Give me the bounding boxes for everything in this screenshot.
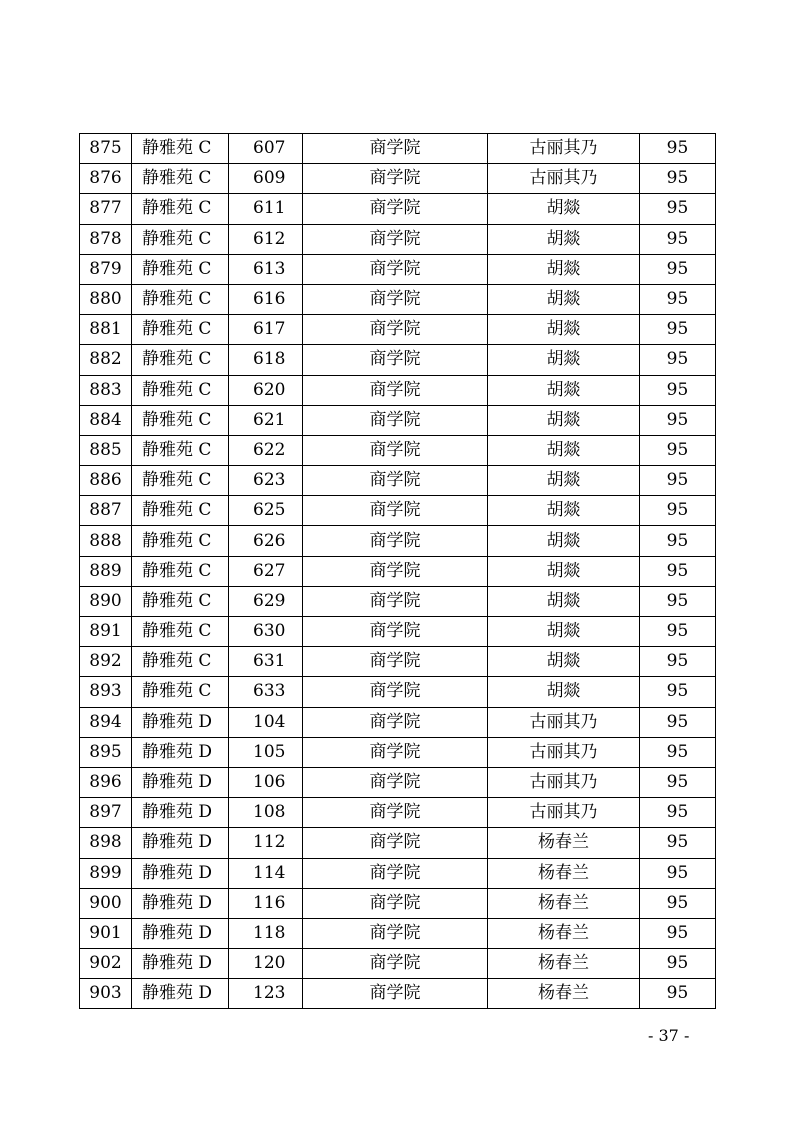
building-cell: 静雅苑 C <box>132 647 229 677</box>
counselor-cell: 胡燚 <box>488 375 640 405</box>
college-cell: 商学院 <box>303 617 488 647</box>
row-index-cell: 899 <box>80 858 132 888</box>
table-row <box>80 918 716 948</box>
room-number-cell: 114 <box>229 858 303 888</box>
college-cell: 商学院 <box>303 767 488 797</box>
room-number-cell: 633 <box>229 677 303 707</box>
score-cell: 95 <box>640 707 716 737</box>
table-row <box>80 707 716 737</box>
college-cell: 商学院 <box>303 194 488 224</box>
score-cell: 95 <box>640 284 716 314</box>
score-cell: 95 <box>640 979 716 1009</box>
college-cell: 商学院 <box>303 888 488 918</box>
table-row <box>80 315 716 345</box>
row-index-cell: 887 <box>80 496 132 526</box>
building-cell: 静雅苑 C <box>132 526 229 556</box>
room-number-cell: 618 <box>229 345 303 375</box>
college-cell: 商学院 <box>303 526 488 556</box>
score-cell: 95 <box>640 737 716 767</box>
counselor-cell: 杨春兰 <box>488 828 640 858</box>
room-number-cell: 620 <box>229 375 303 405</box>
score-cell: 95 <box>640 858 716 888</box>
room-number-cell: 611 <box>229 194 303 224</box>
room-number-cell: 625 <box>229 496 303 526</box>
score-cell: 95 <box>640 617 716 647</box>
score-cell: 95 <box>640 254 716 284</box>
college-cell: 商学院 <box>303 405 488 435</box>
row-index-cell: 897 <box>80 798 132 828</box>
counselor-cell: 胡燚 <box>488 315 640 345</box>
row-index-cell: 893 <box>80 677 132 707</box>
table-row <box>80 254 716 284</box>
table-row <box>80 888 716 918</box>
room-number-cell: 609 <box>229 164 303 194</box>
table-row <box>80 375 716 405</box>
table-row <box>80 224 716 254</box>
room-number-cell: 631 <box>229 647 303 677</box>
row-index-cell: 882 <box>80 345 132 375</box>
building-cell: 静雅苑 C <box>132 284 229 314</box>
row-index-cell: 883 <box>80 375 132 405</box>
table-row <box>80 405 716 435</box>
table-row <box>80 647 716 677</box>
row-index-cell: 877 <box>80 194 132 224</box>
counselor-cell: 胡燚 <box>488 194 640 224</box>
room-number-cell: 617 <box>229 315 303 345</box>
room-number-cell: 630 <box>229 617 303 647</box>
building-cell: 静雅苑 C <box>132 617 229 647</box>
building-cell: 静雅苑 D <box>132 737 229 767</box>
building-cell: 静雅苑 C <box>132 677 229 707</box>
row-index-cell: 890 <box>80 586 132 616</box>
table-row <box>80 164 716 194</box>
row-index-cell: 884 <box>80 405 132 435</box>
counselor-cell: 古丽其乃 <box>488 737 640 767</box>
table-row <box>80 677 716 707</box>
counselor-cell: 古丽其乃 <box>488 134 640 164</box>
score-cell: 95 <box>640 164 716 194</box>
score-cell: 95 <box>640 134 716 164</box>
row-index-cell: 892 <box>80 647 132 677</box>
row-index-cell: 894 <box>80 707 132 737</box>
score-cell: 95 <box>640 828 716 858</box>
counselor-cell: 杨春兰 <box>488 858 640 888</box>
table-row <box>80 496 716 526</box>
score-cell: 95 <box>640 345 716 375</box>
row-index-cell: 895 <box>80 737 132 767</box>
room-number-cell: 104 <box>229 707 303 737</box>
row-index-cell: 896 <box>80 767 132 797</box>
building-cell: 静雅苑 D <box>132 888 229 918</box>
college-cell: 商学院 <box>303 284 488 314</box>
score-cell: 95 <box>640 375 716 405</box>
row-index-cell: 875 <box>80 134 132 164</box>
table-row <box>80 617 716 647</box>
row-index-cell: 900 <box>80 888 132 918</box>
counselor-cell: 胡燚 <box>488 647 640 677</box>
score-cell: 95 <box>640 556 716 586</box>
building-cell: 静雅苑 C <box>132 556 229 586</box>
building-cell: 静雅苑 C <box>132 496 229 526</box>
table-row <box>80 134 716 164</box>
row-index-cell: 888 <box>80 526 132 556</box>
dormitory-score-table <box>79 133 716 1009</box>
building-cell: 静雅苑 D <box>132 918 229 948</box>
building-cell: 静雅苑 C <box>132 405 229 435</box>
counselor-cell: 杨春兰 <box>488 888 640 918</box>
score-cell: 95 <box>640 647 716 677</box>
college-cell: 商学院 <box>303 798 488 828</box>
building-cell: 静雅苑 C <box>132 315 229 345</box>
counselor-cell: 胡燚 <box>488 677 640 707</box>
college-cell: 商学院 <box>303 345 488 375</box>
row-index-cell: 878 <box>80 224 132 254</box>
room-number-cell: 108 <box>229 798 303 828</box>
counselor-cell: 胡燚 <box>488 586 640 616</box>
row-index-cell: 891 <box>80 617 132 647</box>
room-number-cell: 629 <box>229 586 303 616</box>
counselor-cell: 胡燚 <box>488 496 640 526</box>
room-number-cell: 612 <box>229 224 303 254</box>
counselor-cell: 古丽其乃 <box>488 798 640 828</box>
room-number-cell: 622 <box>229 435 303 465</box>
counselor-cell: 胡燚 <box>488 526 640 556</box>
college-cell: 商学院 <box>303 828 488 858</box>
college-cell: 商学院 <box>303 315 488 345</box>
room-number-cell: 112 <box>229 828 303 858</box>
table-row <box>80 526 716 556</box>
row-index-cell: 879 <box>80 254 132 284</box>
table-row <box>80 284 716 314</box>
room-number-cell: 623 <box>229 466 303 496</box>
score-cell: 95 <box>640 586 716 616</box>
counselor-cell: 古丽其乃 <box>488 767 640 797</box>
room-number-cell: 123 <box>229 979 303 1009</box>
counselor-cell: 杨春兰 <box>488 949 640 979</box>
room-number-cell: 118 <box>229 918 303 948</box>
building-cell: 静雅苑 D <box>132 767 229 797</box>
counselor-cell: 胡燚 <box>488 435 640 465</box>
building-cell: 静雅苑 D <box>132 707 229 737</box>
college-cell: 商学院 <box>303 164 488 194</box>
table-row <box>80 435 716 465</box>
building-cell: 静雅苑 C <box>132 435 229 465</box>
counselor-cell: 胡燚 <box>488 405 640 435</box>
score-cell: 95 <box>640 496 716 526</box>
college-cell: 商学院 <box>303 737 488 767</box>
building-cell: 静雅苑 C <box>132 345 229 375</box>
room-number-cell: 105 <box>229 737 303 767</box>
building-cell: 静雅苑 C <box>132 254 229 284</box>
building-cell: 静雅苑 C <box>132 194 229 224</box>
counselor-cell: 胡燚 <box>488 284 640 314</box>
score-cell: 95 <box>640 315 716 345</box>
row-index-cell: 886 <box>80 466 132 496</box>
table-row <box>80 556 716 586</box>
room-number-cell: 607 <box>229 134 303 164</box>
room-number-cell: 613 <box>229 254 303 284</box>
score-cell: 95 <box>640 526 716 556</box>
score-cell: 95 <box>640 888 716 918</box>
table-row <box>80 194 716 224</box>
room-number-cell: 120 <box>229 949 303 979</box>
row-index-cell: 889 <box>80 556 132 586</box>
college-cell: 商学院 <box>303 375 488 405</box>
row-index-cell: 881 <box>80 315 132 345</box>
room-number-cell: 116 <box>229 888 303 918</box>
building-cell: 静雅苑 D <box>132 828 229 858</box>
score-cell: 95 <box>640 405 716 435</box>
row-index-cell: 903 <box>80 979 132 1009</box>
room-number-cell: 106 <box>229 767 303 797</box>
table-row <box>80 798 716 828</box>
college-cell: 商学院 <box>303 707 488 737</box>
table-row <box>80 586 716 616</box>
counselor-cell: 胡燚 <box>488 254 640 284</box>
page-number: - 37 - <box>648 1026 690 1045</box>
counselor-cell: 胡燚 <box>488 556 640 586</box>
counselor-cell: 胡燚 <box>488 617 640 647</box>
table-row <box>80 767 716 797</box>
building-cell: 静雅苑 C <box>132 134 229 164</box>
building-cell: 静雅苑 C <box>132 375 229 405</box>
building-cell: 静雅苑 C <box>132 466 229 496</box>
college-cell: 商学院 <box>303 556 488 586</box>
building-cell: 静雅苑 D <box>132 798 229 828</box>
building-cell: 静雅苑 C <box>132 586 229 616</box>
college-cell: 商学院 <box>303 466 488 496</box>
college-cell: 商学院 <box>303 918 488 948</box>
table-row <box>80 737 716 767</box>
room-number-cell: 616 <box>229 284 303 314</box>
score-cell: 95 <box>640 918 716 948</box>
row-index-cell: 901 <box>80 918 132 948</box>
college-cell: 商学院 <box>303 858 488 888</box>
counselor-cell: 杨春兰 <box>488 918 640 948</box>
row-index-cell: 876 <box>80 164 132 194</box>
college-cell: 商学院 <box>303 134 488 164</box>
college-cell: 商学院 <box>303 254 488 284</box>
counselor-cell: 胡燚 <box>488 345 640 375</box>
counselor-cell: 古丽其乃 <box>488 707 640 737</box>
score-cell: 95 <box>640 466 716 496</box>
counselor-cell: 古丽其乃 <box>488 164 640 194</box>
college-cell: 商学院 <box>303 435 488 465</box>
table-row <box>80 828 716 858</box>
score-cell: 95 <box>640 677 716 707</box>
score-cell: 95 <box>640 194 716 224</box>
score-cell: 95 <box>640 435 716 465</box>
college-cell: 商学院 <box>303 677 488 707</box>
table-row <box>80 466 716 496</box>
counselor-cell: 胡燚 <box>488 224 640 254</box>
building-cell: 静雅苑 C <box>132 164 229 194</box>
table-row <box>80 345 716 375</box>
counselor-cell: 胡燚 <box>488 466 640 496</box>
row-index-cell: 885 <box>80 435 132 465</box>
score-cell: 95 <box>640 224 716 254</box>
score-cell: 95 <box>640 767 716 797</box>
college-cell: 商学院 <box>303 647 488 677</box>
college-cell: 商学院 <box>303 586 488 616</box>
room-number-cell: 627 <box>229 556 303 586</box>
building-cell: 静雅苑 D <box>132 979 229 1009</box>
college-cell: 商学院 <box>303 496 488 526</box>
table-row <box>80 949 716 979</box>
college-cell: 商学院 <box>303 979 488 1009</box>
room-number-cell: 626 <box>229 526 303 556</box>
row-index-cell: 902 <box>80 949 132 979</box>
table-row <box>80 979 716 1009</box>
row-index-cell: 898 <box>80 828 132 858</box>
table-body <box>80 134 716 1009</box>
score-cell: 95 <box>640 949 716 979</box>
room-number-cell: 621 <box>229 405 303 435</box>
row-index-cell: 880 <box>80 284 132 314</box>
building-cell: 静雅苑 C <box>132 224 229 254</box>
college-cell: 商学院 <box>303 224 488 254</box>
table-row <box>80 858 716 888</box>
building-cell: 静雅苑 D <box>132 858 229 888</box>
counselor-cell: 杨春兰 <box>488 979 640 1009</box>
college-cell: 商学院 <box>303 949 488 979</box>
score-cell: 95 <box>640 798 716 828</box>
building-cell: 静雅苑 D <box>132 949 229 979</box>
